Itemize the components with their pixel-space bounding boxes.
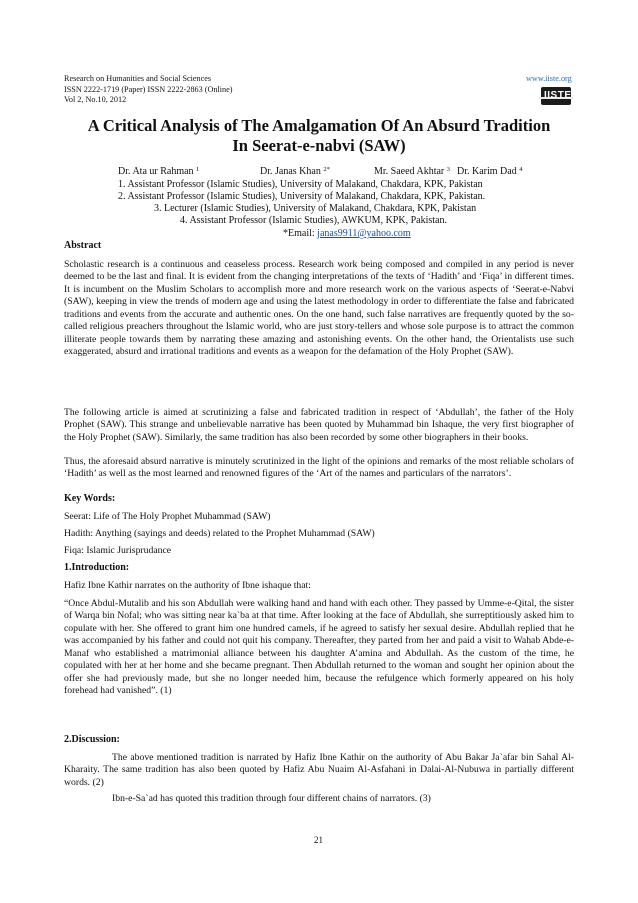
journal-header	[64, 74, 233, 106]
abstract-paragraph-1: Scholastic research is a continuous and ceaseless process. Research work being composed and compiled in any period is never deemed to be the last and final. It is evident from the changing interpretations of the texts of ‘Hadith’ and ‘Fiqa’ in different times. It is incumbent on the Muslim Scholars to accomplish more and more research work on the various aspects of ‘Seerat-e-Nabvi (SAW), keeping in view the trends of modern age and using the latest methodology in order to differentiate the false and fabricated traditions and events from the accurate and authentic ones. On the one hand, such false narratives are frequently quoted by the so-called religious preachers throughout the Islamic world, who are just story-tellers and whose sole purpose is to attract the common illiterate people towards them by narrating these amazing and astonishing events. On the other hand, the Orientalists use such exaggerated, absurd and irrational traditions and events as a weapon for the defamation of the Holy Prophet (SAW).	[64, 259, 574, 358]
journal-website-link[interactable]: www.iiste.org	[526, 74, 572, 83]
affiliation-3: 3. Lecturer (Islamic Studies), University of Malakand, Chakdara, KPK, Pakistan	[154, 203, 477, 214]
journal-issn: ISSN 2222-1719 (Paper) ISSN 2222-2863 (Online)	[64, 84, 233, 94]
journal-volume: Vol 2, No.10, 2012	[64, 95, 127, 104]
author: Dr. Janas Khan $^{2*}$	[260, 166, 330, 177]
corresponding-email: *Email: janas9911@yahoo.com	[283, 228, 411, 239]
introduction-heading: 1.Introduction:	[64, 562, 130, 573]
journal-name: Research on Humanities and Social Sciences	[64, 74, 212, 83]
abstract-paragraph-3: Thus, the aforesaid absurd narrative is minutely scrutinized in the light of the opinions and remarks of the most reliable scholars of ‘Hadith’ as well as the most learned and renowned figures of the ‘Art of the names and particulars of the narrators’.	[64, 456, 574, 480]
keyword-item: Seerat: Life of The Holy Prophet Muhammad (SAW)	[64, 511, 271, 522]
abstract-heading: Abstract	[64, 240, 102, 251]
keyword-item: Hadith: Anything (sayings and deeds) related to the Prophet Muhammad (SAW)	[64, 528, 375, 539]
paper-title	[64, 116, 574, 156]
email-link[interactable]: janas9911@yahoo.com	[317, 228, 411, 239]
title-line-2: In Seerat-e-nabvi (SAW)	[232, 136, 406, 155]
introduction-quote: “Once Abdul-Mutalib and his son Abdullah were walking hand and hand with each other. They passed by Umme-e-Qital, the sister of Warqa bin Nofal; who was sitting near ka`ba at that time. After looking at the face of Abdullah, she surreptitiously asked him to copulate with her. She offered to grant him one hundred camels, if he agreed to satisfy her sexual desire. Abdullah replied that he was accompanied by his father and could not quit his company. Thereafter, they parted from her and paid a visit to Wahab Abde-e-Manaf who established a matrimonial alliance between his daughter A’amina and Abdullah. As the custom of the time, he copulated with her at her home and she became pregnant. Then Abdullah returned to the woman and sought her opinion about the offer she had previously made, but she no longer needed him, because the refulgence which formerly appeared on his holy forehead had vanished”. (1)	[64, 598, 574, 697]
iiste-logo	[541, 87, 571, 105]
keywords-heading: Key Words:	[64, 493, 116, 504]
affiliation-2: 2. Assistant Professor (Islamic Studies), University of Malakand, Chakdara, KPK, Pakistan.	[118, 191, 486, 202]
keyword-item: Fiqa: Islamic Jurisprudance	[64, 545, 172, 556]
discussion-heading: 2.Discussion:	[64, 734, 120, 745]
affiliation-1: 1. Assistant Professor (Islamic Studies), University of Malakand, Chakdara, KPK, Pakistan	[118, 179, 483, 190]
title-line-1: A Critical Analysis of The Amalgamation Of An Absurd Tradition	[87, 116, 551, 135]
author: Dr. Karim Dad $^4$	[457, 166, 523, 177]
discussion-paragraph-1: The above mentioned tradition is narrated by Hafiz Ibne Kathir on the authority of Abu Bakar Ja`afar bin Sahal Al-Kharaity. The same tradition has also been quoted by Hafiz Abu Nuaim Al-Asfahani in Dalai-Al-Nubuwa in partially different words. (2)	[64, 752, 574, 788]
author: Dr. Ata ur Rahman $^1$	[118, 166, 200, 177]
discussion-paragraph-2: Ibn-e-Sa`ad has quoted this tradition through four different chains of narrators. (3)	[112, 793, 431, 804]
author: Mr. Saeed Akhtar $^3$	[374, 166, 451, 177]
affiliation-4: 4. Assistant Professor (Islamic Studies), AWKUM, KPK, Pakistan.	[180, 215, 447, 226]
introduction-lead: Hafiz Ibne Kathir narrates on the authority of Ibne ishaque that:	[64, 580, 311, 591]
logo-text: IISTE	[544, 90, 572, 101]
abstract-paragraph-2: The following article is aimed at scrutinizing a false and fabricated tradition in respect of ‘Abdullah’, the father of the Holy Prophet (SAW). This strange and unbelievable narrative has been quoted by Muhammad bin Ishaque, the very first biographer of the Holy Prophet (SAW). Similarly, the same tradition has also been recorded by some other biographers in their books.	[64, 407, 574, 443]
page-number: 21	[314, 835, 323, 845]
